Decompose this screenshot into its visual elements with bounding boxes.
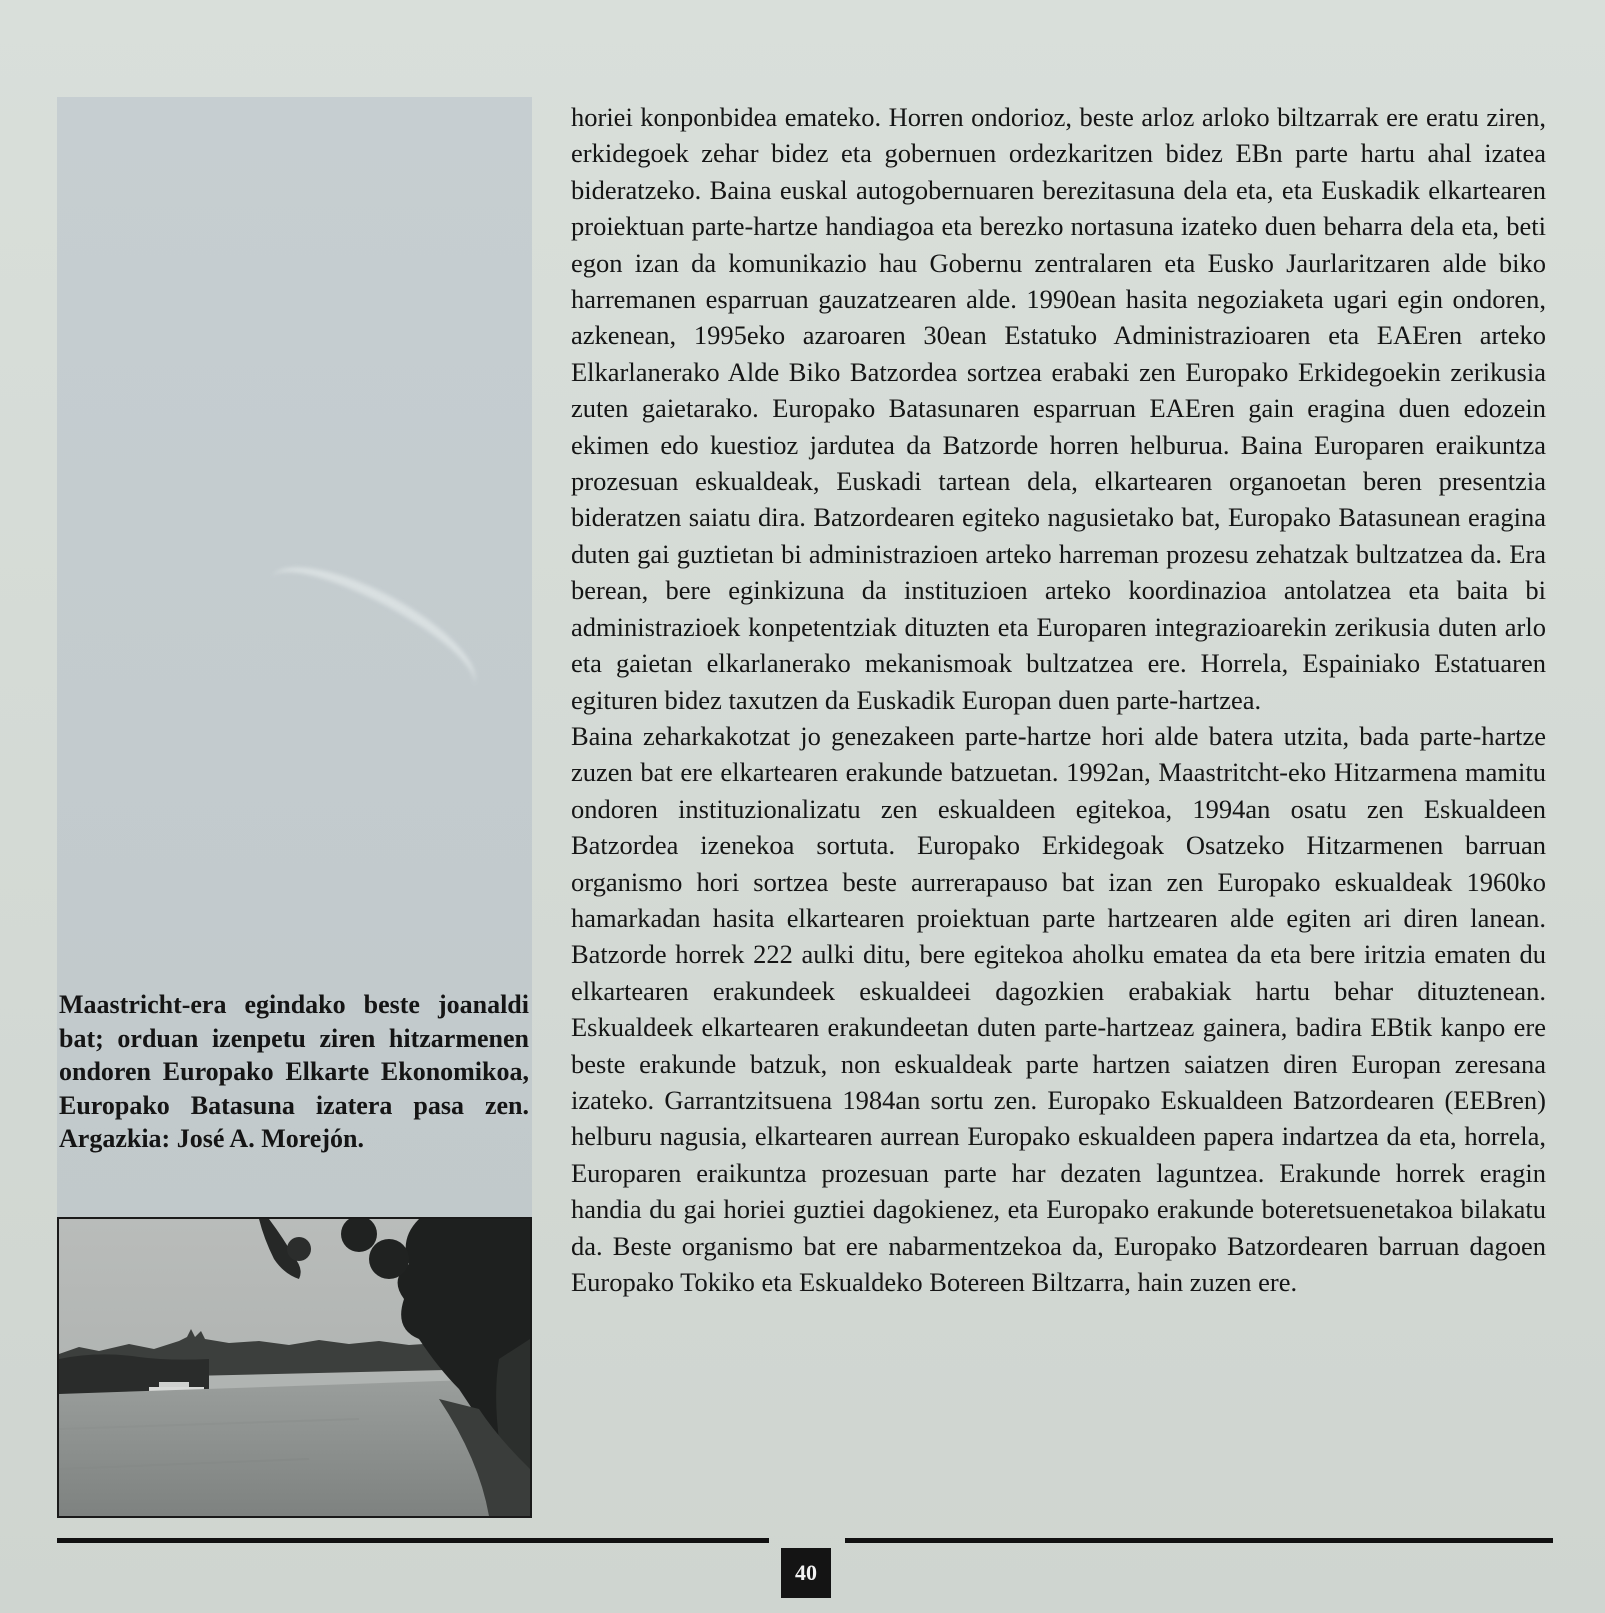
body-text: [571, 99, 1546, 1300]
light-streak: [252, 543, 493, 722]
footer-rule-right: [845, 1538, 1553, 1543]
river-photo-illustration: [59, 1219, 530, 1516]
paragraph: Baina zeharkakotzat jo genezakeen parte-hartze hori alde batera utzita, bada parte-hartze zuzen bat ere elkartearen erakunde batzuetan. 1992an, Maastritcht-eko Hitzarmena mamitu ondoren instituzionalizatu zen eskualdeen egitekoa, 1994an osatu zen Eskualdeen Batzordea izenekoa sortuta. Europako Erkidegoak Osatzeko Hitzarmenen barruan organismo hori sortzea beste aurrerapauso bat izan zen Europako eskualdeak 1960ko hamarkadan hasita elkartearen proiektuan parte hartzearen alde egiten ari diren lanean. Batzorde horrek 222 aulki ditu, bere egitekoa aholku ematea da eta bere iritzia ematen du elkartearen erakundeek eskualdeei dagozkien erabakiak hartu behar dituztenean. Eskualdeek elkartearen erakundeetan duten parte-hartzeaz gainera, badira EBtik kanpo ere beste erakunde batzuk, non eskualdeak parte hartzen saiatzen diren Europan zeresana izateko. Garrantzitsuena 1984an sortu zen. Europako Eskualdeen Batzordearen (EEBren) helburu nagusia, elkartearen aurrean Europako eskualdeen papera indartzea da eta, horrela, Europaren eraikuntza prozesuan parte har dezaten laguntzea. Erakunde horrek eragin handia du gai horiei guztiei dagokienez, eta Europako erakunde boteretsuenetakoa bilakatu da. Beste organismo bat ere nabarmentzekoa da, Europako Batzordearen barruan dagoen Europako Tokiko eta Eskualdeko Botereen Biltzarra, hain zuzen ere.: [571, 720, 1546, 1297]
footer-rule-left: [57, 1538, 769, 1543]
paragraph: horiei konponbidea emateko. Horren ondorioz, beste arloz arloko biltzarrak ere eratu ziren, erkidegoek zehar bidez eta gobernuen ordezkaritzen bidez EBn parte hartu ahal izatea bideratzeko. Baina euskal autogobernuaren berezitasuna dela eta, eta Euskadik elkartearen proiektuan parte-hartze handiagoa eta berezko nortasuna izateko duen beharra dela eta, beti egon izan da komunikazio hau Gobernu zentralaren eta Eusko Jaurlaritzaren alde biko harremanen esparruan gauzatzearen alde. 1990ean hasita negoziaketa ugari egin ondoren, azkenean, 1995eko azaroaren 30ean Estatuko Administrazioaren eta EAEren arteko Elkarlanerako Alde Biko Batzordea sortzea erabaki zen Europako Erkidegoekin zerikusia zuten gaietarako. Europako Batasunaren esparruan EAEren gain eragina duen edozein ekimen edo kuestioz jardutea da Batzorde horren helburua. Baina Europaren eraikuntza prozesuan eskualdeak, Euskadi tartean dela, elkartearen organoetan beren presentzia bideratzen saiatu dira. Batzordearen egiteko nagusietako bat, Europako Batasunean eragina duten gai guztietan bi administrazioen arteko harreman prozesu zehatzak bultzatzea da. Era berean, bere eginkizuna da instituzioen arteko koordinazioa antolatzea eta baita bi administrazioek konpetentziak dituzten eta Europaren integrazioarekin zerikusia duten arlo eta gaietan elkarlanerako mekanismoak bultzatzea ere. Horrela, Espainiako Estatuaren egituren bidez taxutzen da Euskadik Europan duen parte-hartzea.: [571, 102, 1546, 715]
river-photo: [57, 1217, 532, 1518]
page-number: 40: [781, 1548, 831, 1598]
photo-caption: Maastricht-era egindako beste joanaldi bat; orduan izenpetu ziren hitzarmenen ondoren Europako Elkarte Ekonomikoa, Europako Batasuna izatera pasa zen. Argazkia: José A. Morejón.: [59, 990, 529, 1153]
